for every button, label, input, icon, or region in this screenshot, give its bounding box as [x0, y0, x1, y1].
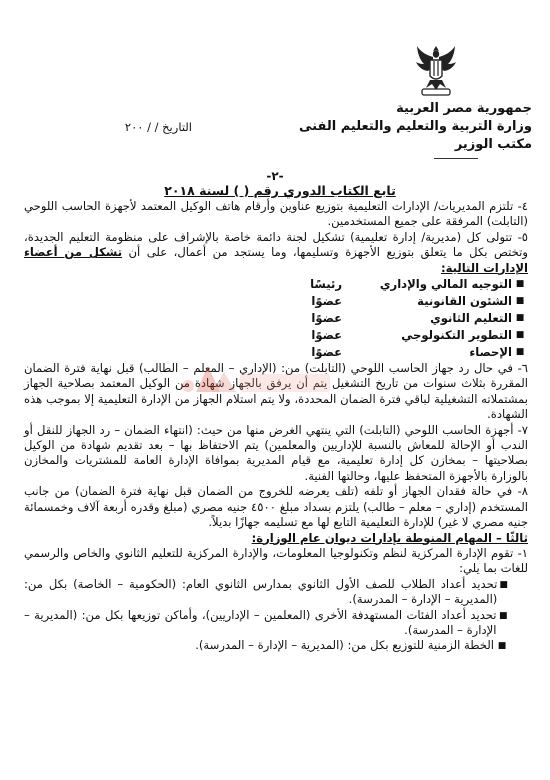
document-body	[24, 199, 528, 655]
bullet-icon: ■	[515, 346, 525, 357]
header-office: مكتب الوزير	[454, 137, 532, 152]
bullet-icon: ■	[515, 329, 525, 340]
list-item	[24, 608, 528, 639]
section-3-item-1: ١- تقوم الإدارة المركزية لنظم وتكنولوجيا المعلومات، والإدارة المركزية للتعليم الثانوي والخاص والرسمي للغات بما يلي:	[24, 545, 528, 576]
bullet-icon: ■	[497, 641, 507, 652]
committee-role: التعليم الثانوي	[430, 310, 512, 325]
page-number: -٢-	[266, 169, 284, 183]
committee-rank: رئيسًا	[310, 276, 342, 291]
paragraph-5	[24, 230, 528, 276]
paragraph-4: ٤- تلتزم المديريات/ الإدارات التعليمية بتوزيع عناوين وأرقام هاتف الوكيل المعتمد لأجهزة الحاسب اللوحي (التابلت) المرفقة على جميع المستخدمين.	[24, 199, 528, 229]
eagle-emblem-icon	[414, 42, 458, 98]
section-3-bullet: الخطة الزمنية للتوزيع بكل من: (المديرية – الإدارة – المدرسة).	[195, 638, 494, 653]
section-3-bullet: تحديد أعداد الطلاب للصف الأول الثانوي بمدارس الثانوي العام: (الحكومية – الخاصة) بكل من: (المديرية – الإدارة – المدرسة).	[24, 576, 498, 607]
watermark-logo-icon	[178, 356, 338, 410]
paragraph-5-emphasis: تشكل من أعضاء الإدارات التالية:	[24, 245, 528, 275]
list-item	[24, 293, 528, 310]
bullet-icon: ■	[515, 295, 525, 306]
section-3-title: ثالثًا – المهام المنوطة بإدارات ديوان عام الوزارة:	[251, 530, 528, 545]
header-country: جمهورية مصر العربية	[396, 101, 532, 116]
list-item	[24, 577, 528, 608]
header-ministry: وزارة التربية والتعليم والتعليم الفنى	[299, 119, 532, 134]
paragraph-8: ٨- في حالة فقدان الجهاز أو تلفه (تلف يعرضه للخروج من الضمان قبل نهاية فترة الضمان) من جانب المستخدم (إداري – معلم – طالب) يلتزم بسداد مبلغ ٤٥٠٠ جنيه مصري (مبلغ وقدره أربعة آلاف وخمسمائة جنيه مصري لا غير) للإدارة التعليمية التابع لها مع تسليمه جهازًا بديلاً.	[24, 484, 529, 530]
list-item	[24, 327, 528, 344]
bullet-icon: ■	[515, 312, 525, 323]
paragraph-5-text: ٥- تتولى كل (مديرية/ إدارة تعليمية) تشكيل لجنة دائمة خاصة بالإشراف على منظومة التعليم الجديدة، وتختص بكل ما يتعلق بتوزيع الأجهزة وتسليمها، وما يستجد من أعمال، على أن	[24, 229, 528, 260]
committee-rank: عضوًا	[311, 344, 342, 359]
committee-rank: عضوًا	[311, 310, 342, 325]
ministry-header	[299, 100, 532, 154]
date-line: التاريخ / / ٢٠٠	[124, 120, 192, 134]
committee-role: الشئون القانونية	[417, 293, 512, 308]
bullet-icon: ■	[515, 278, 525, 289]
paragraph-7: ٧- أجهزة الحاسب اللوحي (التابلت) التي ينتهي الغرض منها من حيث: (انتهاء الضمان – رد الجهاز للنقل أو الندب أو الإحالة للمعاش بالنسبة للإداريين والمعلمين) يتم الاحتفاظ بها – بعد تقديم شهادة من الوكيل بصلاحيتها – بمخازن كل إدارة تعليمية، مع قيام المديرية بموافاة الإدارة العامة للمشتريات والمخازن بالوزارة بالأجهزة المتحفظ عليها، وحالتها الفنية.	[24, 422, 528, 483]
list-item	[24, 276, 528, 293]
committee-rank: عضوًا	[311, 327, 342, 342]
committee-role: التوجيه المالي والإداري	[379, 276, 512, 291]
committee-role: التطوير التكنولوجي	[401, 327, 512, 342]
committee-role: الإحصاء	[469, 344, 512, 359]
bullet-icon: ■	[499, 579, 508, 590]
subject-line: تابع الكتاب الدوري رقم ( ) لسنة ٢٠١٨	[164, 183, 396, 198]
committee-list	[24, 276, 528, 361]
committee-rank: عضوًا	[311, 293, 342, 308]
list-item	[24, 638, 528, 654]
section-3-bullet: تحديد أعداد الفئات المستهدفة الأخرى (المعلمين – الإداريين)، وأماكن توزيعها بكل من: (المديرية – الإدارة – المدرسة).	[24, 607, 497, 637]
header-divider	[434, 158, 478, 159]
bullet-icon: ■	[498, 610, 508, 621]
list-item	[24, 310, 528, 327]
paragraph-6: ٦- في حال رد جهاز الحاسب اللوحي (التابلت) من: (الإداري – المعلم – الطالب) قبل نهاية فترة الضمان المقررة بثلاث سنوات من تاريخ التشغيل يتم أن يرفق بالجهاز شهادة من الوكيل المعتمد بصلاحية الجهاز بمشتملاته التشغيلية لباقي فترة الضمان المحددة، ولا يتم استلام الجهاز من الإدارة التعليمية إلا بموجب هذه الشهادة.	[24, 361, 528, 422]
